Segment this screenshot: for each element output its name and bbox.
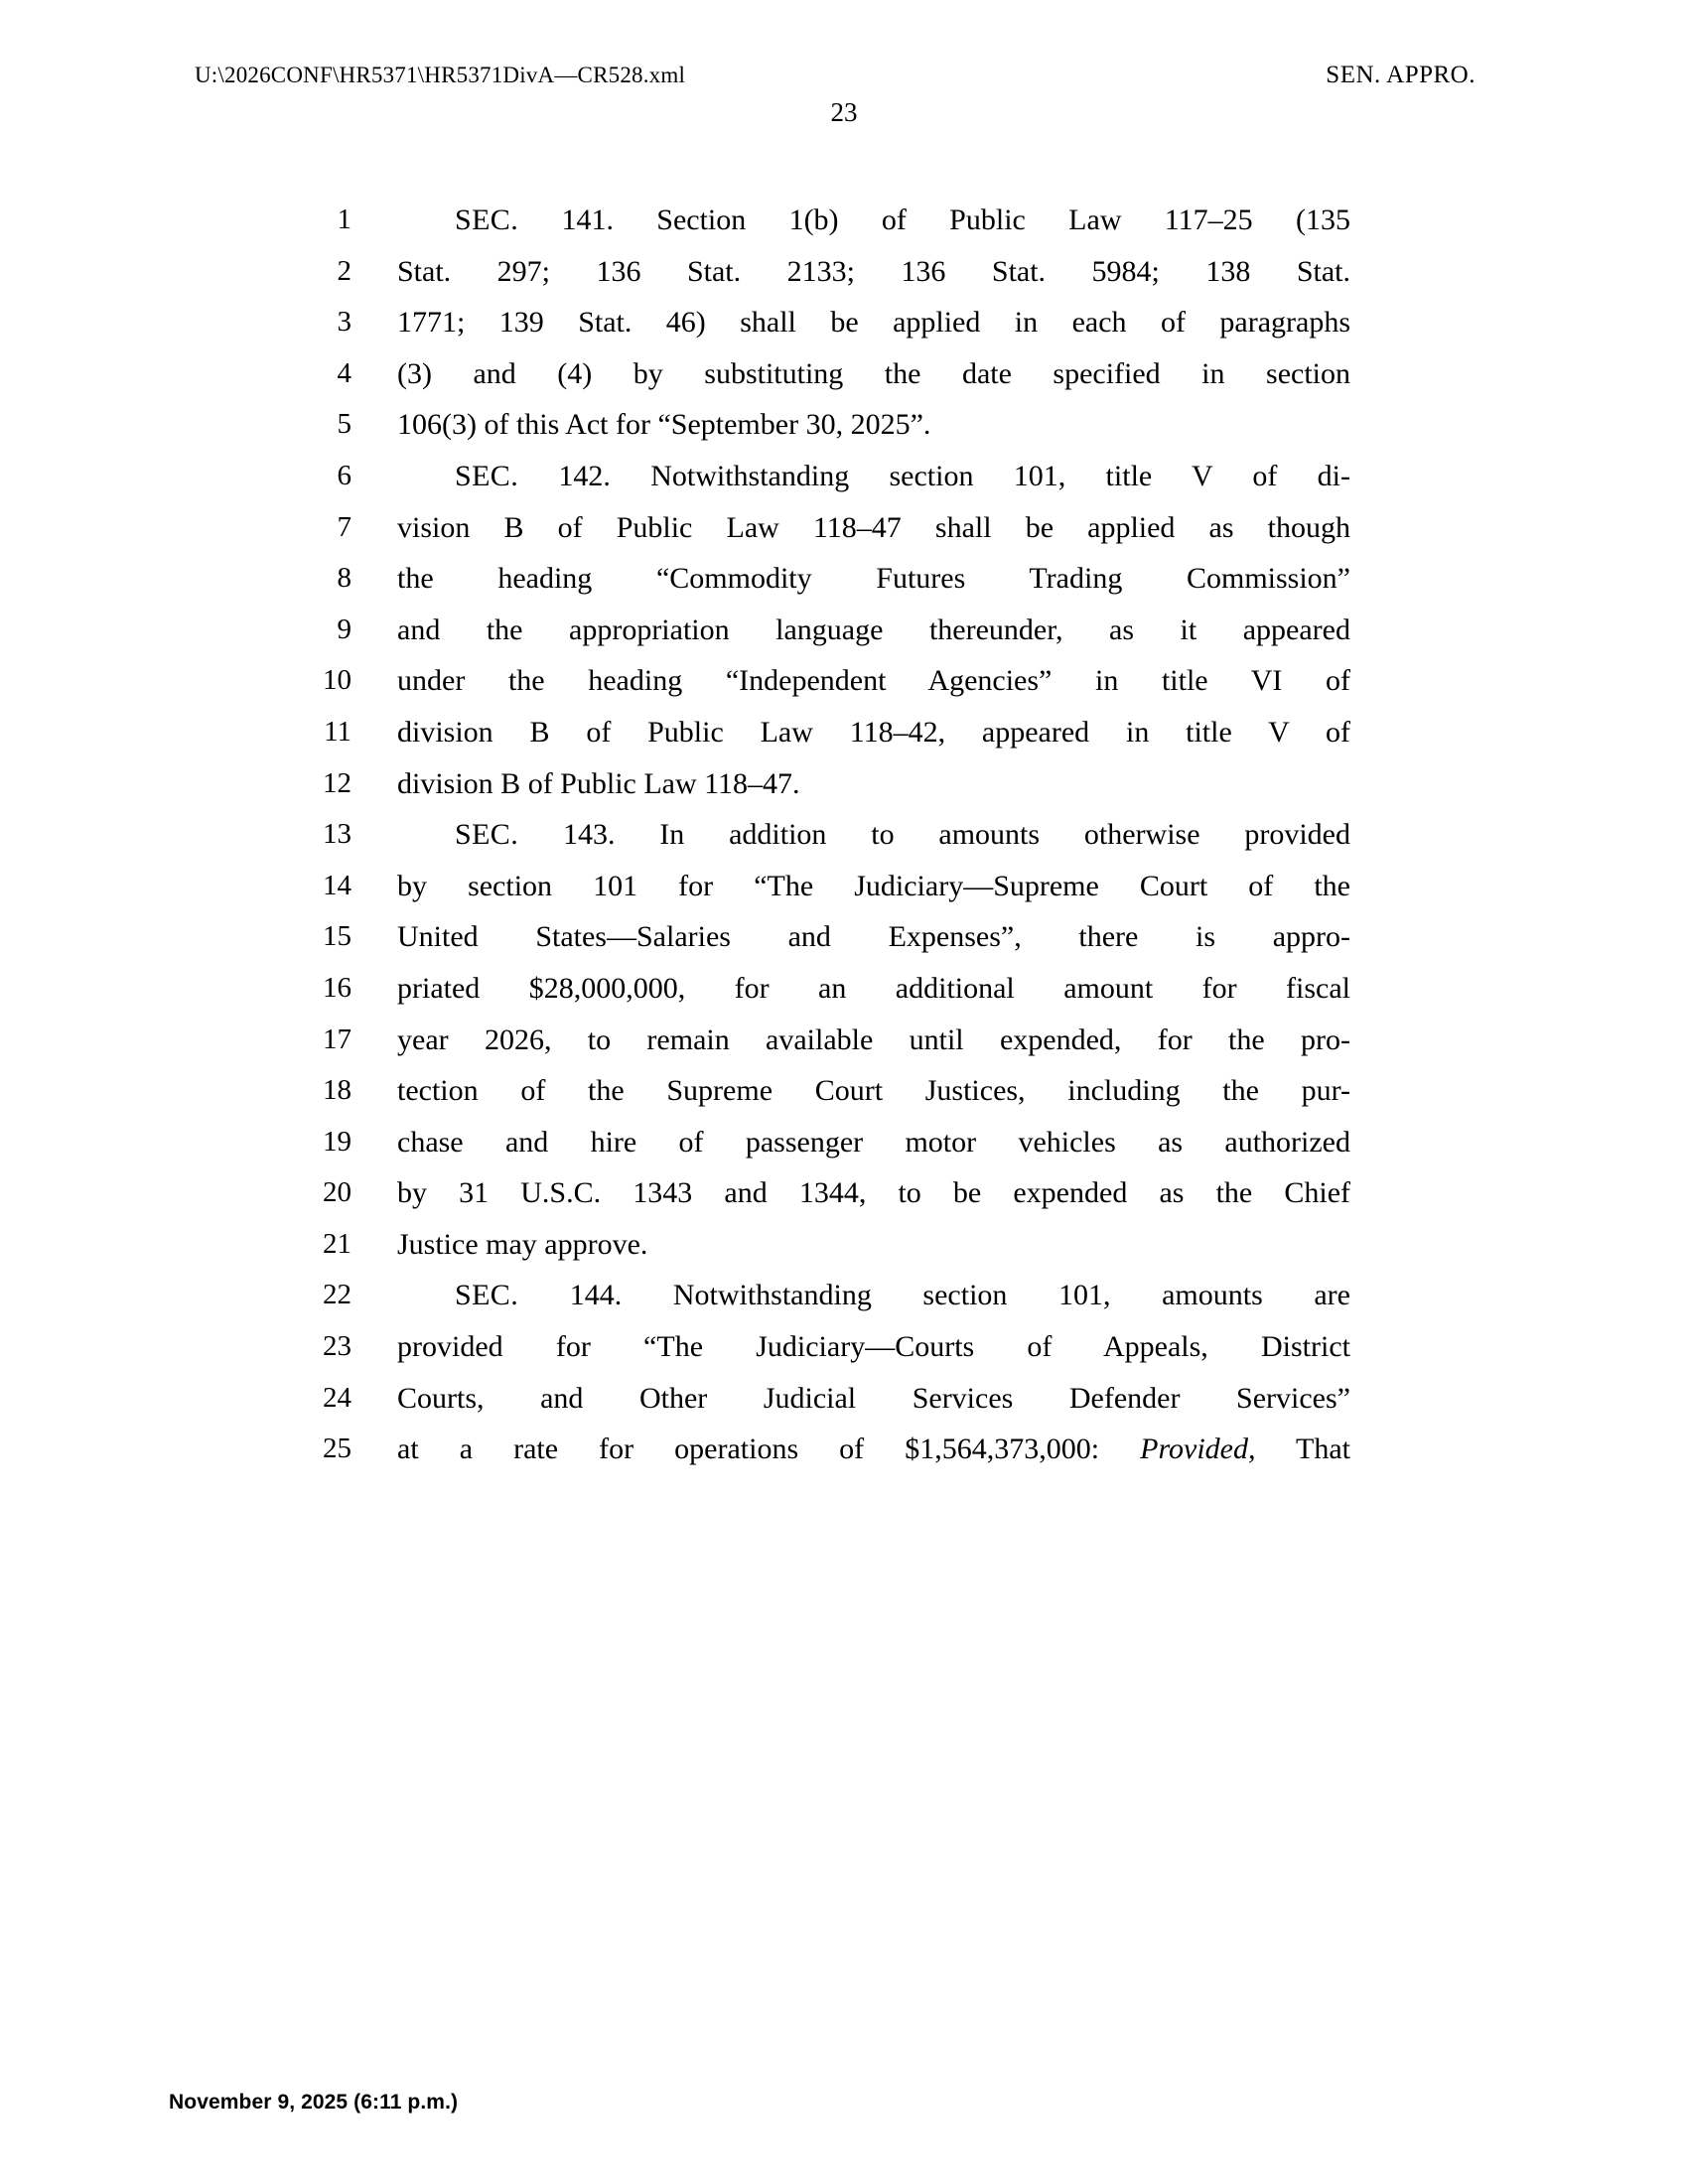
bill-line bbox=[0, 1321, 1688, 1373]
bill-line bbox=[0, 1015, 1688, 1066]
line-text: SEC. 144. Notwithstanding section 101, amounts are bbox=[455, 1279, 1350, 1312]
bill-line bbox=[0, 451, 1688, 502]
page-number: 23 bbox=[830, 97, 858, 127]
line-text: (3) and (4) by substituting the date specified in section bbox=[397, 356, 1350, 390]
bill-line bbox=[0, 1424, 1688, 1475]
bill-line bbox=[0, 707, 1688, 758]
bill-line bbox=[0, 297, 1688, 348]
bill-line bbox=[0, 655, 1688, 707]
line-text: 106(3) of this Act for “September 30, 2025”. bbox=[397, 408, 931, 442]
line-number: 16 bbox=[323, 971, 352, 1004]
line-text: 1771; 139 Stat. 46) shall be applied in each of paragraphs bbox=[397, 306, 1350, 340]
line-number: 13 bbox=[323, 818, 352, 851]
bill-line bbox=[0, 963, 1688, 1015]
bill-line bbox=[0, 1219, 1688, 1271]
line-text: at a rate for operations of $1,564,373,000: Provided, That bbox=[397, 1433, 1350, 1466]
bill-line bbox=[0, 246, 1688, 298]
bill-line bbox=[0, 195, 1688, 246]
bill-line bbox=[0, 758, 1688, 810]
line-number: 12 bbox=[323, 766, 352, 799]
running-head bbox=[195, 62, 1493, 89]
line-text: Courts, and Other Judicial Services Defender Services” bbox=[397, 1381, 1350, 1415]
line-text: the heading “Commodity Futures Trading Commission” bbox=[397, 562, 1350, 596]
line-number: 14 bbox=[323, 869, 352, 901]
line-number: 9 bbox=[337, 613, 352, 645]
bill-line bbox=[0, 809, 1688, 861]
source-file-path: U:\2026CONF\HR5371\HR5371DivA—CR528.xml bbox=[195, 63, 686, 87]
section-marker: SEC. bbox=[455, 1279, 519, 1312]
bill-text-body bbox=[0, 195, 1688, 1475]
line-number: 21 bbox=[323, 1227, 352, 1260]
line-text: chase and hire of passenger motor vehicles as authorized bbox=[397, 1125, 1350, 1159]
bill-line bbox=[0, 605, 1688, 656]
line-number: 6 bbox=[337, 459, 352, 491]
line-text: United States—Salaries and Expenses”, there is appro- bbox=[397, 920, 1350, 954]
line-text: SEC. 142. Notwithstanding section 101, title V of di- bbox=[455, 459, 1350, 492]
line-text: tection of the Supreme Court Justices, including the pur- bbox=[397, 1074, 1350, 1108]
proviso-italic: Provided, bbox=[1140, 1433, 1256, 1466]
bill-line bbox=[0, 861, 1688, 912]
bill-line bbox=[0, 911, 1688, 963]
line-number: 24 bbox=[323, 1381, 352, 1414]
bill-line bbox=[0, 348, 1688, 400]
section-marker: SEC. bbox=[455, 204, 519, 236]
line-text: by section 101 for “The Judiciary—Supreme Court of the bbox=[397, 869, 1350, 902]
line-number: 17 bbox=[323, 1023, 352, 1055]
line-number: 4 bbox=[337, 356, 352, 389]
line-number: 1 bbox=[337, 204, 352, 235]
line-text: SEC. 141. Section 1(b) of Public Law 117–25 (135 bbox=[455, 204, 1350, 236]
line-text: priated $28,000,000, for an additional amount for fiscal bbox=[397, 971, 1350, 1005]
bill-line bbox=[0, 1270, 1688, 1321]
line-text: Stat. 297; 136 Stat. 2133; 136 Stat. 5984; 138 Stat. bbox=[397, 254, 1350, 288]
line-number: 7 bbox=[337, 510, 352, 543]
line-number: 10 bbox=[323, 664, 352, 697]
line-text: under the heading “Independent Agencies” in title VI of bbox=[397, 664, 1350, 698]
bill-line bbox=[0, 1065, 1688, 1117]
line-text: year 2026, to remain available until expended, for the pro- bbox=[397, 1023, 1350, 1056]
line-number: 19 bbox=[323, 1125, 352, 1158]
line-number: 5 bbox=[337, 408, 352, 441]
line-text: vision B of Public Law 118–47 shall be applied as though bbox=[397, 510, 1350, 544]
footer-timestamp: November 9, 2025 (6:11 p.m.) bbox=[169, 2091, 459, 2114]
bill-line bbox=[0, 1167, 1688, 1219]
bill-line bbox=[0, 1117, 1688, 1168]
line-text: division B of Public Law 118–47. bbox=[397, 766, 800, 800]
line-number: 25 bbox=[323, 1433, 352, 1465]
line-text: and the appropriation language thereunder, as it appeared bbox=[397, 613, 1350, 646]
line-number: 23 bbox=[323, 1330, 352, 1363]
line-number: 15 bbox=[323, 920, 352, 953]
line-text: provided for “The Judiciary—Courts of Appeals, District bbox=[397, 1330, 1350, 1364]
line-text: Justice may approve. bbox=[397, 1227, 648, 1261]
bill-line bbox=[0, 553, 1688, 605]
bill-line bbox=[0, 502, 1688, 554]
line-number: 11 bbox=[324, 715, 352, 748]
line-text: division B of Public Law 118–42, appeared in title V of bbox=[397, 715, 1350, 749]
line-number: 3 bbox=[337, 306, 352, 339]
bill-line bbox=[0, 399, 1688, 451]
section-marker: SEC. bbox=[455, 818, 519, 852]
committee-label: SEN. APPRO. bbox=[1326, 62, 1476, 88]
line-number: 18 bbox=[323, 1074, 352, 1107]
line-number: 8 bbox=[337, 562, 352, 595]
line-number: 22 bbox=[323, 1279, 352, 1311]
line-number: 20 bbox=[323, 1176, 352, 1209]
line-text: by 31 U.S.C. 1343 and 1344, to be expended as the Chief bbox=[397, 1176, 1350, 1210]
bill-line bbox=[0, 1373, 1688, 1425]
section-marker: SEC. bbox=[455, 459, 519, 492]
line-text: SEC. 143. In addition to amounts otherwise provided bbox=[455, 818, 1350, 852]
line-number: 2 bbox=[337, 254, 352, 287]
